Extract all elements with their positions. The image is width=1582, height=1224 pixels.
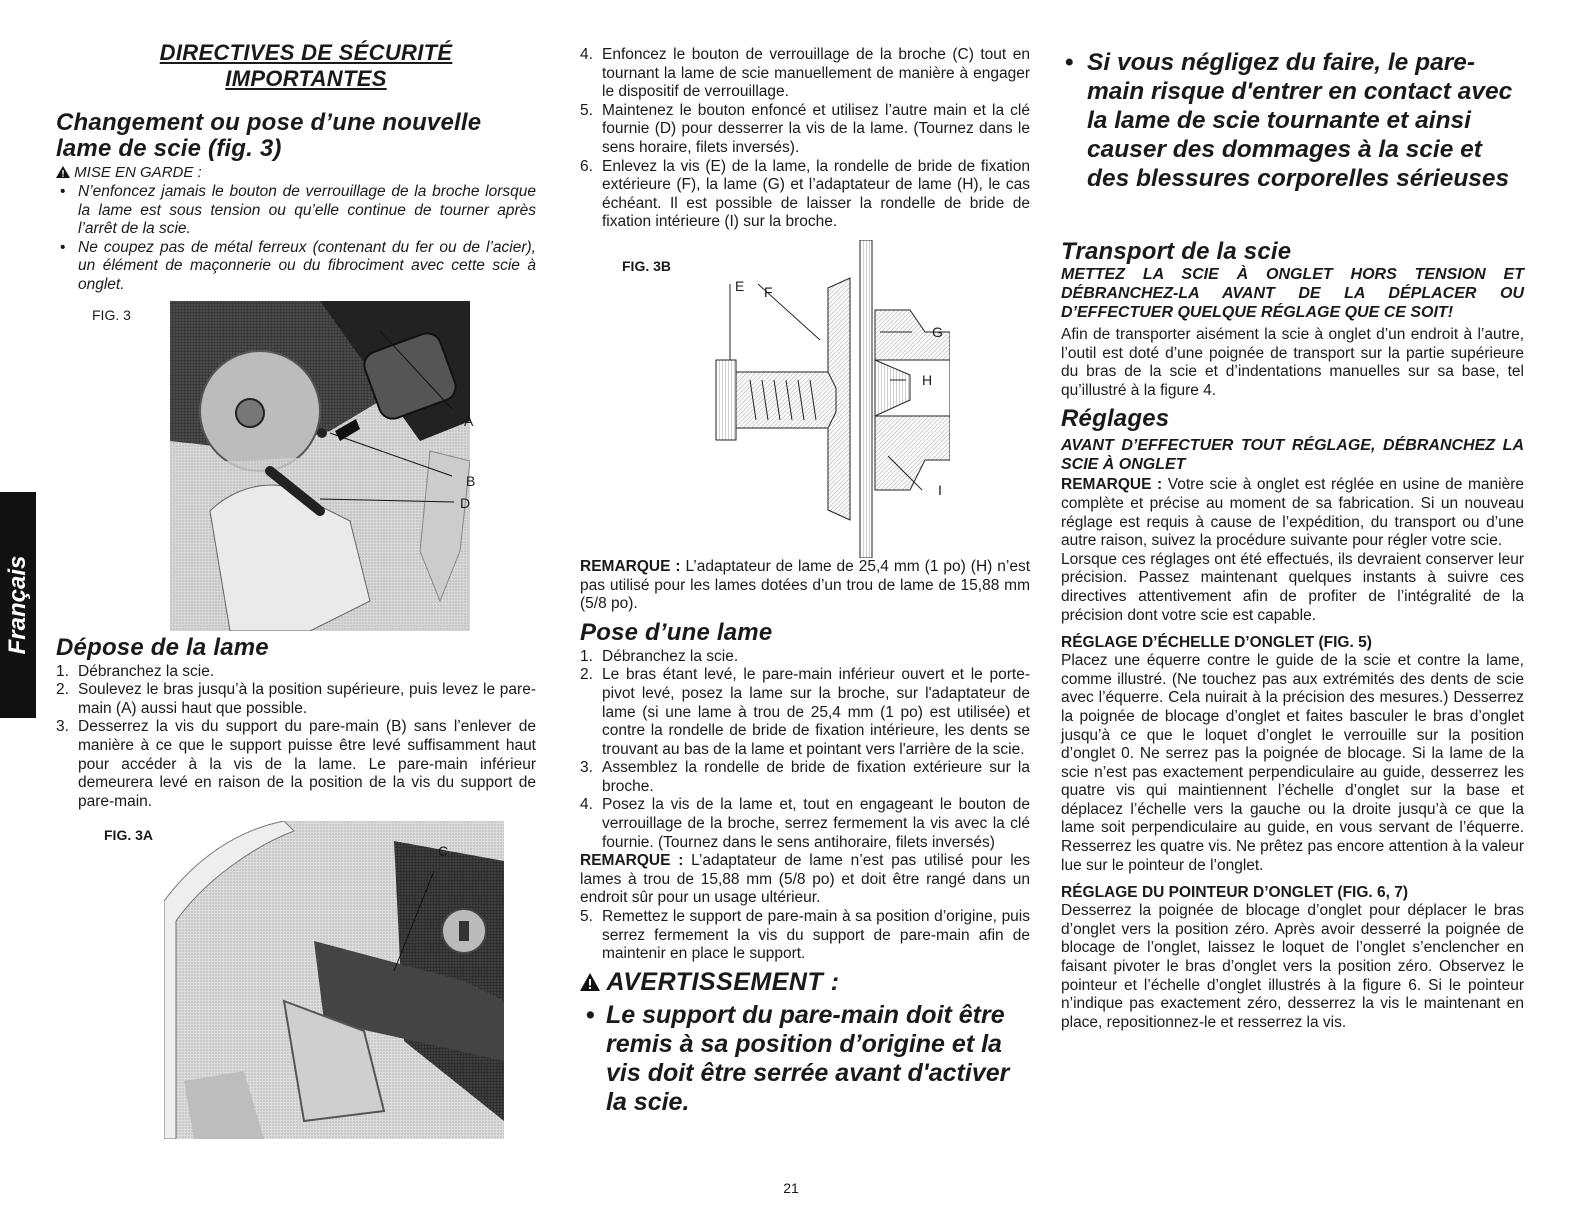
pointeur-text: Desserrez la poignée de blocage d’onglet pour déplacer le bras d’onglet vers la position zéro. Après avoir desserré la poignée de blocage de l’onglet, laissez le loquet de l’onglet s’enclencher en faisant pivoter le bras d’onglet vers la position zéro. Observez le pointeur et l’échelle d’onglet illustrés à la figure 6. Si le pointeur n’indique pas exactement zéro, desserrez la vis le maintenant en place, repositionnez-le et resserrez la vis. (1061, 902, 1524, 1031)
depose-step (56, 718, 536, 811)
transport-text: Afin de transporter aisément la scie à onglet d’un endroit à l’autre, l’outil est doté d’une poignée de transport sur la partie supérieure du bras de la scie et d’indentations manuelles sur sa base, tel qu’illustré à la figure 4. (1061, 326, 1524, 399)
blade-change-heading: Changement ou pose d’une nouvelle lame de scie (fig. 3) (56, 109, 482, 162)
step-number: 6. (580, 157, 593, 175)
fig3a-callout-c: C (438, 843, 449, 860)
step-number: 2. (56, 681, 69, 699)
step-number: 4. (580, 796, 593, 814)
step-text: Posez la vis de la lame et, tout en engageant le bouton de verrouillage de la broche, serrez fermement la vis avec la clé fournie. (Tournez dans le sens antihoraire, filets inversés) (602, 796, 1030, 851)
fig3b-label: FIG. 3B (622, 257, 672, 274)
pose-steps (580, 648, 1030, 853)
mise-en-garde-text: MISE EN GARDE : (74, 164, 202, 181)
reglages-remarque (1061, 476, 1524, 550)
remarque-label: REMARQUE : (1061, 476, 1163, 494)
depose-step (56, 681, 536, 718)
remarque-label: REMARQUE : (580, 852, 684, 870)
fig3-illustration (170, 301, 470, 631)
safety-title (76, 40, 536, 92)
pose-step (580, 648, 1030, 667)
step-number: 1. (580, 647, 593, 665)
fig3b-illustration (710, 240, 950, 558)
fig3-callout-d: D (460, 494, 471, 511)
step-number: 3. (56, 718, 69, 736)
fig3b-callout-h: H (922, 371, 933, 388)
step-text: Le bras étant levé, le pare-main inférieur ouvert et le porte-pivot levé, posez la lame sur la broche, sur l'adaptateur de lame (si une lame à trou de 25,4 mm (1 po) est utilisée) et contre la rondelle de bride de fixation intérieure, les dents se trouvant au bas de la lame et pointant vers l'arrière de la scie. (602, 666, 1030, 758)
step-text: Débranchez la scie. (602, 647, 739, 665)
remarque-text: Votre scie à onglet est réglée en usine de manière complète et précise au moment de sa fabrication. Si un nouveau réglage est requis à cause de l’expédition, du transport ou d’une autre raison, suivez la procédure suivante pour régler votre scie. (1061, 476, 1524, 550)
fig3-label: FIG. 3 (92, 306, 131, 323)
reglages-heading: Réglages (1061, 405, 1170, 433)
step-text: Desserrez la vis du support du pare-main (B) sans l’enlever de manière à ce que le support puisse être levé suffisamment haut pour accéder à la vis de la lame. Le pare-main inférieur demeurera levé en raison de la position de la vis du support de pare-main. (78, 718, 536, 810)
fig3b-callout-g: G (932, 323, 943, 340)
step-number: 1. (56, 662, 69, 680)
warning-triangle-icon (56, 166, 70, 178)
language-label: Français (4, 555, 31, 655)
page-number: 21 (783, 1180, 799, 1196)
step-text: Enfoncez le bouton de verrouillage de la broche (C) tout en tournant la lame de scie manuellement de manière à engager le dispositif de verrouillage. (602, 46, 1030, 101)
pose-heading: Pose d’une lame (580, 618, 773, 646)
figure-3b (580, 240, 1030, 558)
column-1 (56, 40, 536, 1139)
remarque-text: L’adaptateur de lame de 25,4 mm (1 po) (H) n’est pas utilisé pour les lames dotées d’un trou de lame de 15,88 mm (5/8 po). (580, 557, 1031, 613)
step-text: Maintenez le bouton enfoncé et utilisez l’autre main et la clé fournie (D) pour desserrer la vis de la lame. (Tournez dans le sens horaire, filets inversés). (602, 101, 1030, 156)
step-number: 4. (580, 46, 593, 63)
remarque-text: L’adaptateur de lame n’est pas utilisé pour les lames à trou de 15,88 mm (5/8 po) et doit être rangé dans un endroit sûr pour un usage ultérieur. (580, 852, 1031, 907)
fig3a-illustration (164, 821, 504, 1139)
safety-title-line2: IMPORTANTES (225, 66, 387, 91)
transport-heading: Transport de la scie (1061, 238, 1292, 265)
pose-step (580, 759, 1030, 796)
depose-steps (56, 663, 536, 812)
pose-step (580, 908, 1030, 964)
fig3b-callout-i: I (938, 481, 942, 498)
avertissement-title: AVERTISSEMENT : (606, 967, 840, 996)
pose-steps-continued (580, 908, 1030, 964)
step-number: 5. (580, 101, 593, 119)
depose-heading: Dépose de la lame (56, 633, 269, 661)
remarque-1 (580, 558, 1030, 614)
big-warning-text: • Si vous négligez du faire, le pare-main risque d'entrer en contact avec la lame de scie tournante et ainsi causer des dommages à la scie et des blessures corporelles sérieuses (1061, 48, 1524, 193)
fig3b-callout-f: F (764, 283, 773, 300)
language-side-tab (0, 492, 36, 718)
safety-title-line1: DIRECTIVES DE SÉCURITÉ (159, 40, 453, 65)
fig3a-label: FIG. 3A (104, 827, 154, 844)
depose-step (580, 158, 1030, 232)
step-text: Soulevez le bras jusqu’à la position supérieure, puis levez le pare-main (A) aussi haut que possible. (78, 681, 536, 717)
step-text: Enlevez la vis (E) de la lame, la rondelle de bride de fixation extérieure (F), la lame (G) et l’adaptateur de lame (H), le cas échéant. Il est possible de laisser la rondelle de bride de fixation intérieure (I) sur la broche. (602, 157, 1030, 231)
avertissement-text: • Le support du pare-main doit être remis à sa position d’origine et la vis doit être serrée avant d'activer la scie. (580, 1001, 1030, 1117)
depose-step (56, 663, 536, 682)
pose-step (580, 796, 1030, 852)
fig3b-callout-e: E (735, 277, 745, 294)
remarque-label: REMARQUE : (580, 557, 681, 575)
pointeur-heading: RÉGLAGE DU POINTEUR D’ONGLET (FIG. 6, 7) (1061, 884, 1409, 902)
echelle-text: Placez une équerre contre le guide de la scie et contre la lame, comme illustré. (Ne touchez pas aux extrémités des dents de scie avec l’équerre. Cela nuirait à la précision des mesures.) Desserrez la poignée de blocage d’onglet et faites basculer le bras d’onglet jusqu’à ce que le loquet d’onglet le verrouille sur la position d’onglet 0. Ne serrez pas la poignée de blocage. Si la lame de la scie n’est pas exactement perpendiculaire au guide, desserrez les quatre vis qui maintiennent l’échelle d’onglet sur la base et déplacez l’échelle vers la gauche ou la droite jusqu’à ce que la lame soit perpendiculaire au guide, en vous servant de l’équerre. Resserrez les quatre vis. Ne prêtez pas encore attention à la valeur lue sur le pointeur de l’onglet. (1061, 652, 1524, 874)
reglages-paragraph-2: Lorsque ces réglages ont été effectués, ils devraient conserver leur précision. Passez maintenant quelques instants à suivre ces directives attentivement afin de profiter de l’intégralité de la précision dont votre scie est capable. (1061, 550, 1524, 624)
step-text: Assemblez la rondelle de bride de fixation extérieure sur la broche. (602, 759, 1030, 795)
mise-en-garde-label (56, 164, 536, 181)
fig3-callout-b: B (466, 472, 476, 489)
reglages-warning: AVANT D’EFFECTUER TOUT RÉGLAGE, DÉBRANCHEZ LA SCIE À ONGLET (1061, 437, 1524, 474)
fig3-callout-a: A (464, 412, 474, 429)
step-text: Débranchez la scie. (78, 662, 215, 680)
avertissement-heading (580, 968, 1030, 997)
column-3 (1061, 48, 1524, 1032)
figure-3a (56, 821, 536, 1139)
step-number: 5. (580, 908, 593, 926)
depose-step (580, 102, 1030, 158)
pose-step (580, 666, 1030, 759)
warning-bullets (56, 183, 536, 295)
echelle-heading: RÉGLAGE D’ÉCHELLE D’ONGLET (FIG. 5) (1061, 634, 1372, 652)
step-text: Remettez le support de pare-main à sa position d’origine, puis serrez fermement la vis du support de pare-main afin de maintenir en place le support. (602, 908, 1030, 963)
depose-steps-continued (580, 46, 1030, 232)
warning-bullet: • N’enfoncez jamais le bouton de verrouillage de la broche lorsque la lame est sous tension ou qu’elle continue de tourner après l’arrêt de la scie. (56, 183, 536, 239)
transport-warning: METTEZ LA SCIE À ONGLET HORS TENSION ET DÉBRANCHEZ-LA AVANT DE LA DÉPLACER OU D’EFFECTUER QUELQUE RÉGLAGE QUE CE SOIT! (1061, 266, 1524, 321)
remarque-2 (580, 852, 1030, 908)
column-2 (580, 46, 1030, 1117)
step-number: 2. (580, 666, 593, 684)
step-number: 3. (580, 759, 593, 777)
figure-3 (56, 301, 536, 631)
warning-bullet: • Ne coupez pas de métal ferreux (contenant du fer ou de l’acier), un élément de maçonnerie ou du fibrociment avec cette scie à onglet. (56, 239, 536, 295)
depose-step (580, 46, 1030, 102)
warning-triangle-icon (580, 973, 600, 991)
